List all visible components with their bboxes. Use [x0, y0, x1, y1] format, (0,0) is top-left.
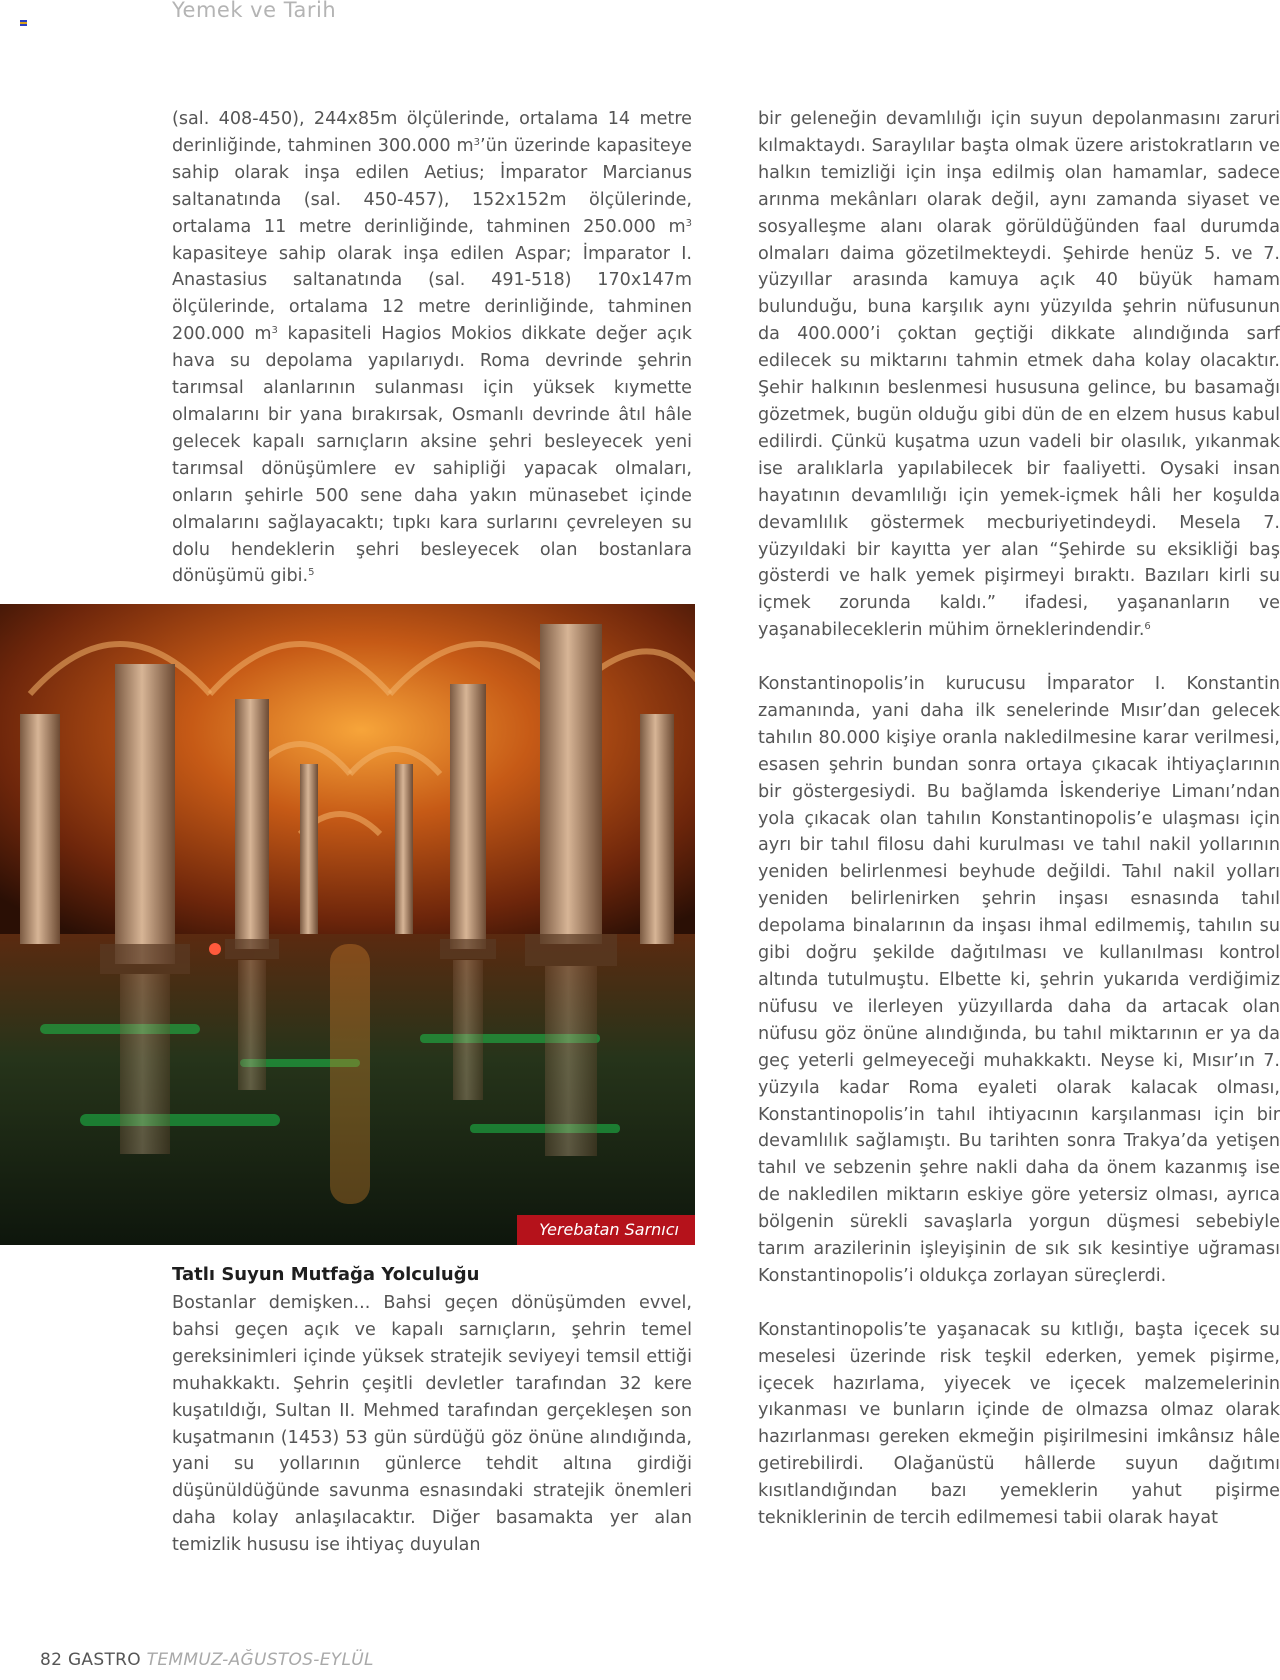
right-column — [758, 106, 1280, 1532]
cistern-illustration — [0, 604, 695, 1245]
page-number: 82 — [40, 1650, 63, 1670]
left-column-top — [172, 106, 692, 590]
section-heading: Tatlı Suyun Mutfağa Yolculuğu — [172, 1264, 480, 1285]
paragraph: Konstantinopolis’in kurucusu İmparator I. Konstantin zamanında, yani daha ilk senelerinde Mısır’dan gelecek tahılın 80.000 kişiye oranla nakledilmesine karar verilmesi, esasen şehrin bundan sonra ortaya çıkacak ihtiyaçlarının bir göstergesiydi. Bu bağlamda İskenderiye Limanı’ndan yola çıkacak olan tahılın Konstantinopolis’e ulaşması için ayrı bir tahıl filosu dahi kurulması ve tahıl nakil yollarının yeniden belirlenmesi beyhude değildi. Tahıl nakil yolları yeniden belirlenirken şehrin inşası esnasında tahıl depolama binalarının da inşası ihmal edilmemiş, tahılın su gibi doğru şekilde dağıtılması ve kullanılması kontrol altında tutulmuştu. Elbette ki, şehrin yukarıda verdiğimiz nüfusu ve ilerleyen yüzyıllarda daha da artacak olan nüfusu göz önüne alındığında, bu tahıl miktarının er ya da geç yeterli gelmeyeceği muhakkaktı. Neyse ki, Mısır’ın 7. yüzyıla kadar Roma eyaleti olarak kalacak olması, Konstantinopolis’in tahıl ihtiyacının karşılanması için bir devamlılık sağlamıştı. Bu tarihten sonra Trakya’da yetişen tahıl ve sebzenin şehre nakli daha da önem kazanmış ise de nakledilen miktarın eskiye göre yetersiz olması, ayrıca bölgenin sürekli savaşlarla yorgun düşmesi sebebiyle tarım arazilerinin işleyişinin de sık sık kesintiye uğraması Konstantinopolis’i oldukça zorlayan süreçlerdi. — [758, 674, 1280, 1286]
footnote-ref: 6 — [1144, 621, 1151, 633]
page-footer — [40, 1650, 374, 1670]
paragraph: Konstantinopolis’te yaşanacak su kıtlığı, başta içecek su meselesi üzerinde risk teşkil ederken, yemek pişirme, içecek hazırlama, yiyecek ve içecek malzemelerinin yıkanması ve bunların içinde de olmazsa olmaz olarak hazırlanması gereken ekmeğin pişirilmesini imkânsız hâle getirebilirdi. Olağanüstü hâllerde suyun dağıtımı kısıtlandığından bazı yemeklerin yahut pişirme tekniklerinin de tercih edilmemesi tabii olarak hayat — [758, 1319, 1280, 1529]
paragraph: (sal. 408-450), 244x85m ölçülerinde, ortalama 14 metre derinliğinde, tahminen 300.000 $m^3’ün$ üzerinde kapasiteye sahip olarak inşa edilen Aetius; İmparator Marcianus saltanatında (sal. 450-457), 152x152m ölçülerinde, ortalama 11 metre derinliğinde, tahminen 250.000 $m^3$ kapasiteye sahip olarak inşa edilen Aspar; İmparator I. Anastasius saltanatında (sal. 491-518) 170x147m ölçülerinde, ortalama 12 metre derinliğinde, tahminen 200.000 $m^3$ kapasiteli Hagios Mokios dikkate değer açık hava su depolama yapılarıydı. Roma devrinde şehrin tarımsal alanlarının sulanması için yüksek kıymette olmalarını bir yana bırakırsak, Osmanlı devrinde âtıl hâle gelecek kapalı sarnıçların aksine şehri besleyecek yeni tarımsal dönüşümlere ev sahipliği yapacak olmaları, onların şehirle 500 sene daha yakın münasebet içinde olmalarını sağlayacaktı; tıpkı kara surlarını çevreleyen su dolu hendeklerin şehri besleyecek olan bostanlara dönüşümü gibi.$^5$ — [172, 109, 692, 587]
left-column-bottom — [172, 1290, 692, 1559]
section-title: Yemek ve Tarih — [172, 0, 337, 22]
photo-caption: Yerebatan Sarnıcı — [517, 1215, 695, 1245]
cistern-photo — [0, 604, 695, 1245]
magazine-name: GASTRO — [67, 1650, 141, 1670]
paragraph: Bostanlar demişken... Bahsi geçen dönüşümden evvel, bahsi geçen açık ve kapalı sarnıçların, şehrin temel gereksinimleri içinde yüksek stratejik seviyeyi temsil ettiği muhakkaktı. Şehrin çeşitli devletler tarafından 32 kere kuşatıldığı, Sultan II. Mehmed tarafından gerçekleşen son kuşatmanın (1453) 53 gün sürdüğü göz önüne alındığında, yani su yollarının günlerce tehdit altına girdiği düşünüldüğünde savunma esnasındaki stratejik önemleri daha kolay anlaşılacaktır. Diğer basamakta yer alan temizlik hususu ise ihtiyaç duyulan — [172, 1293, 692, 1556]
footnote-ref: 5 — [308, 567, 315, 579]
issue-label: TEMMUZ-AĞUSTOS-EYLÜL — [146, 1650, 374, 1670]
paragraph: bir geleneğin devamlılığı için suyun depolanmasını zaruri kılmaktaydı. Saraylılar başta olmak üzere aristokratların ve halkın temizliği için inşa edilmiş olan hamamlar, sadece arınma mekânları olarak değil, aynı zamanda siyaset ve sosyalleşme alanı olarak görüldüğünden faal durumda olmaları daima gözetilmekteydi. Şehirde henüz 5. ve 7. yüzyıllar arasında kamuya açık 40 büyük hamam bulunduğu, buna karşılık aynı yüzyılda şehrin nüfusunun da 400.000’i çoktan geçtiği dikkate alındığında sarf edilecek su miktarını tahmin etmek daha kolay olacaktır. Şehir halkının beslenmesi hususuna gelince, bu basamağı gözetmek, bugün olduğu gibi dün de en elzem husus kabul edilirdi. Çünkü kuşatma uzun vadeli bir olasılık, yıkanmak ise aralıklarla yapılabilecek bir faaliyetti. Oysaki insan hayatının devamlılığı için yemek-içmek hâli her koşulda devamlılık göstermek mecburiyetindeydi. Mesela 7. yüzyıldaki bir kayıtta yer alan “Şehirde su eksikliği baş gösterdi ve halk yemek pişirmeyi bıraktı. Bazıları kirli su içmek zorunda kaldı.” ifadesi, yaşananların ve yaşanabileceklerin mühim örneklerindendir.$^6$ — [758, 109, 1280, 641]
section-marker-icon — [20, 20, 27, 26]
